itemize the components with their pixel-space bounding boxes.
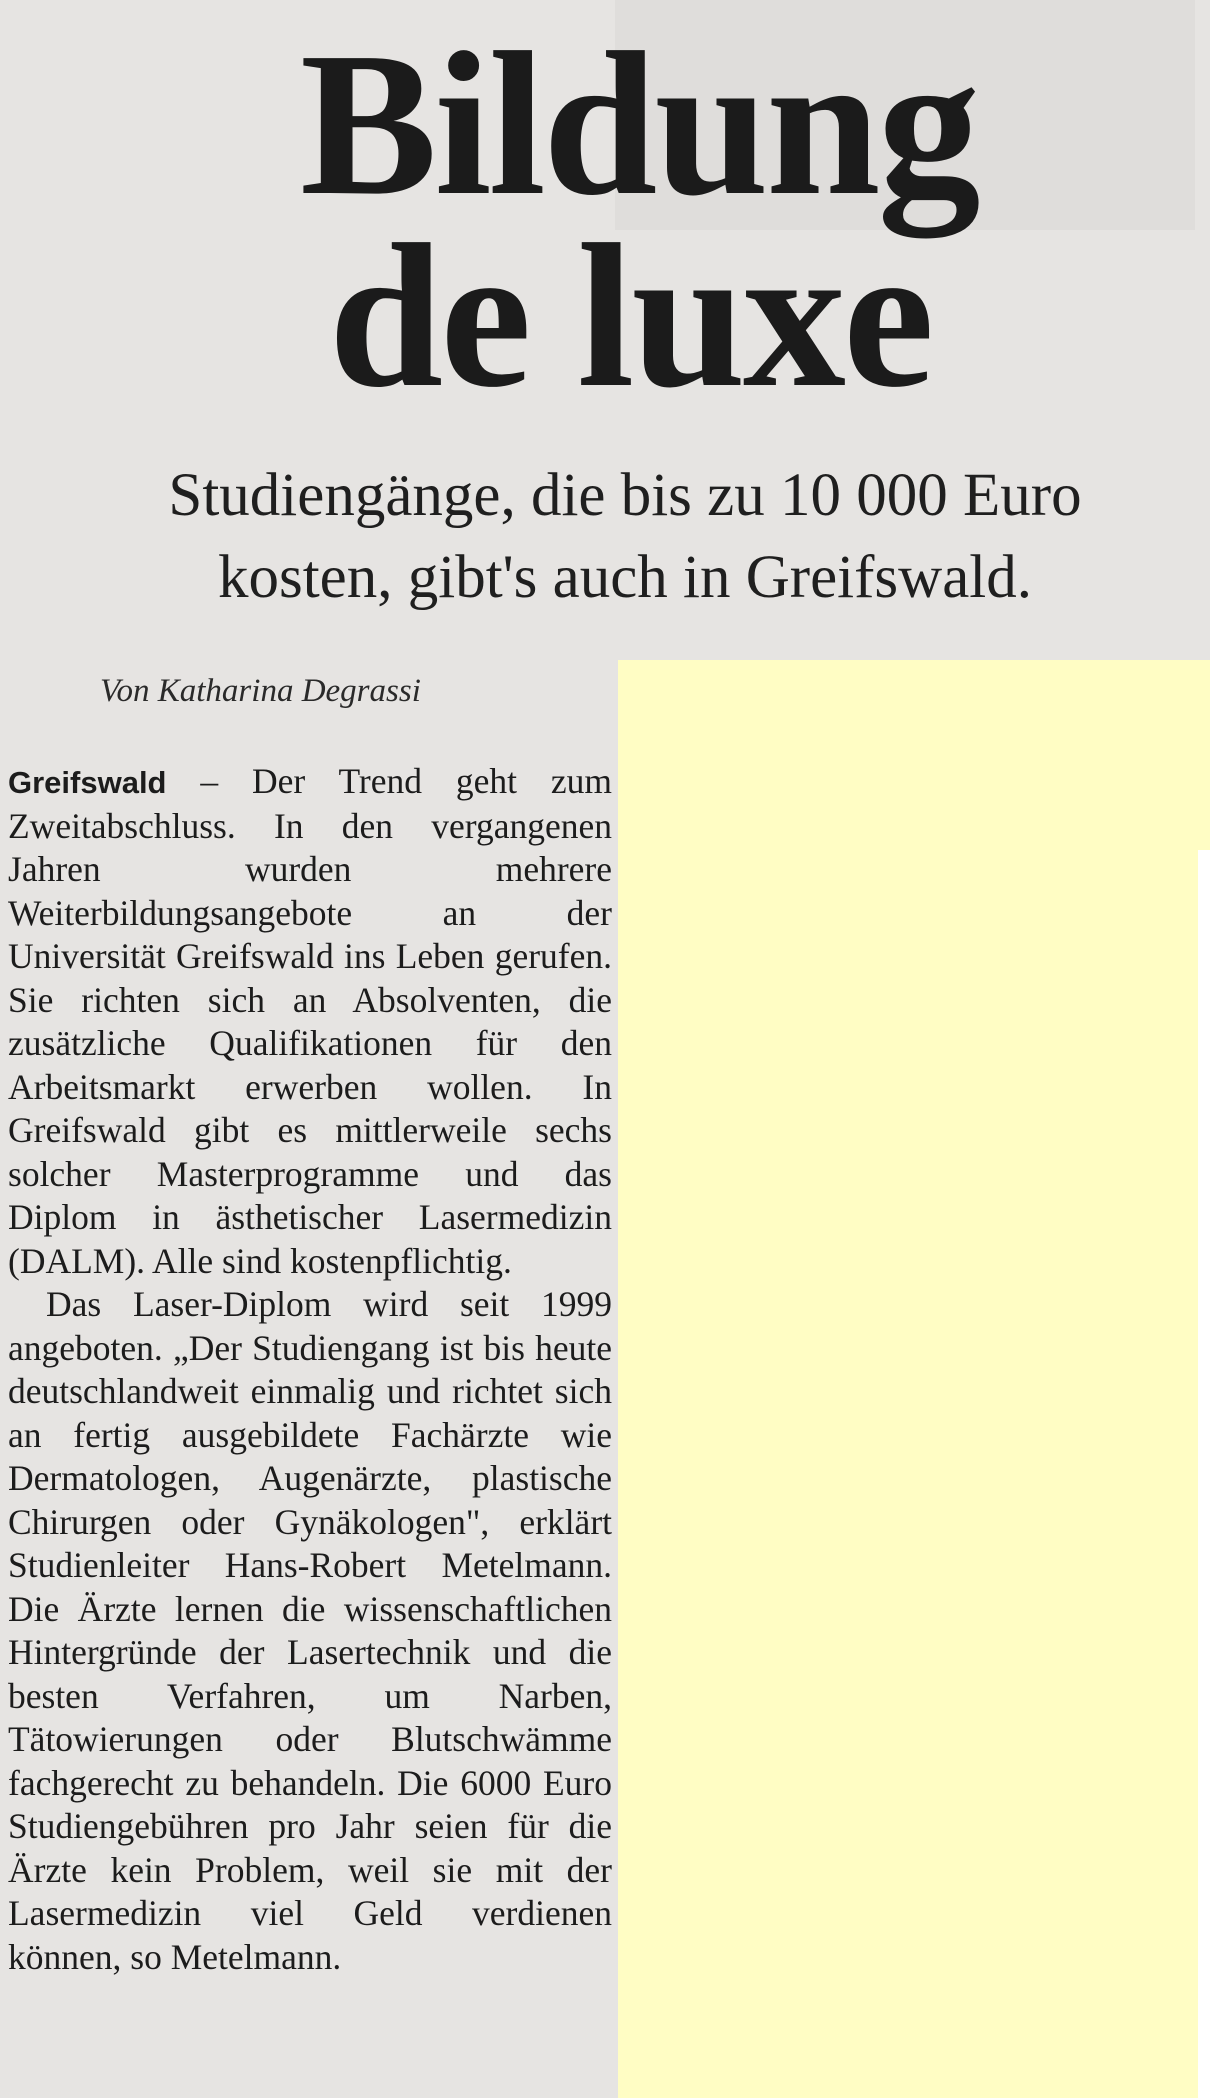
page-edge: [1198, 850, 1210, 2098]
paragraph-1-text: – Der Trend geht zum Zweitabschluss. In den vergangenen Jahren wurden mehrere Weiterbildungsangebote an der Universität Greifswald ins Leben gerufen. Sie richten sich an Absolventen, die zusätzliche Qualifikationen für den Arbeitsmarkt erwerben wollen. In Greifswald gibt es mittlerweile sechs solcher Masterprogramme und das Diplom in ästhetischer Lasermedizin (DALM). Alle sind kostenpflichtig.: [8, 761, 612, 1281]
paragraph-2: Das Laser-Diplom wird seit 1999 angeboten. „Der Studiengang ist bis heute deutschlandweit einmalig und richtet sich an fertig ausgebildete Fachärzte wie Dermatologen, Augenärzte, plastische Chirurgen oder Gynäkologen", erklärt Studienleiter Hans-Robert Metelmann. Die Ärzte lernen die wissenschaftlichen Hintergründe der Lasertechnik und die besten Verfahren, um Narben, Tätowierungen oder Blutschwämme fachgerecht zu behandeln. Die 6000 Euro Studiengebühren pro Jahr seien für die Ärzte kein Problem, weil sie mit der Lasermedizin viel Geld verdienen können, so Metelmann.: [8, 1284, 612, 1977]
headline-line-1: Bildung: [300, 9, 978, 238]
subheadline-line-2: kosten, gibt's auch in Greifswald.: [218, 544, 1032, 611]
article-body: [8, 760, 612, 1979]
dateline: Greifswald: [8, 765, 167, 800]
headline: [300, 9, 978, 430]
subheadline-line-1: Studiengänge, die bis zu 10 000 Euro: [168, 462, 1082, 529]
headline-line-2: de luxe: [328, 201, 932, 430]
highlighted-blank-area: [618, 660, 1210, 2098]
subheadline: [90, 455, 1160, 619]
paragraph-1: [8, 760, 612, 1283]
byline: Von Katharina Degrassi: [100, 673, 421, 709]
